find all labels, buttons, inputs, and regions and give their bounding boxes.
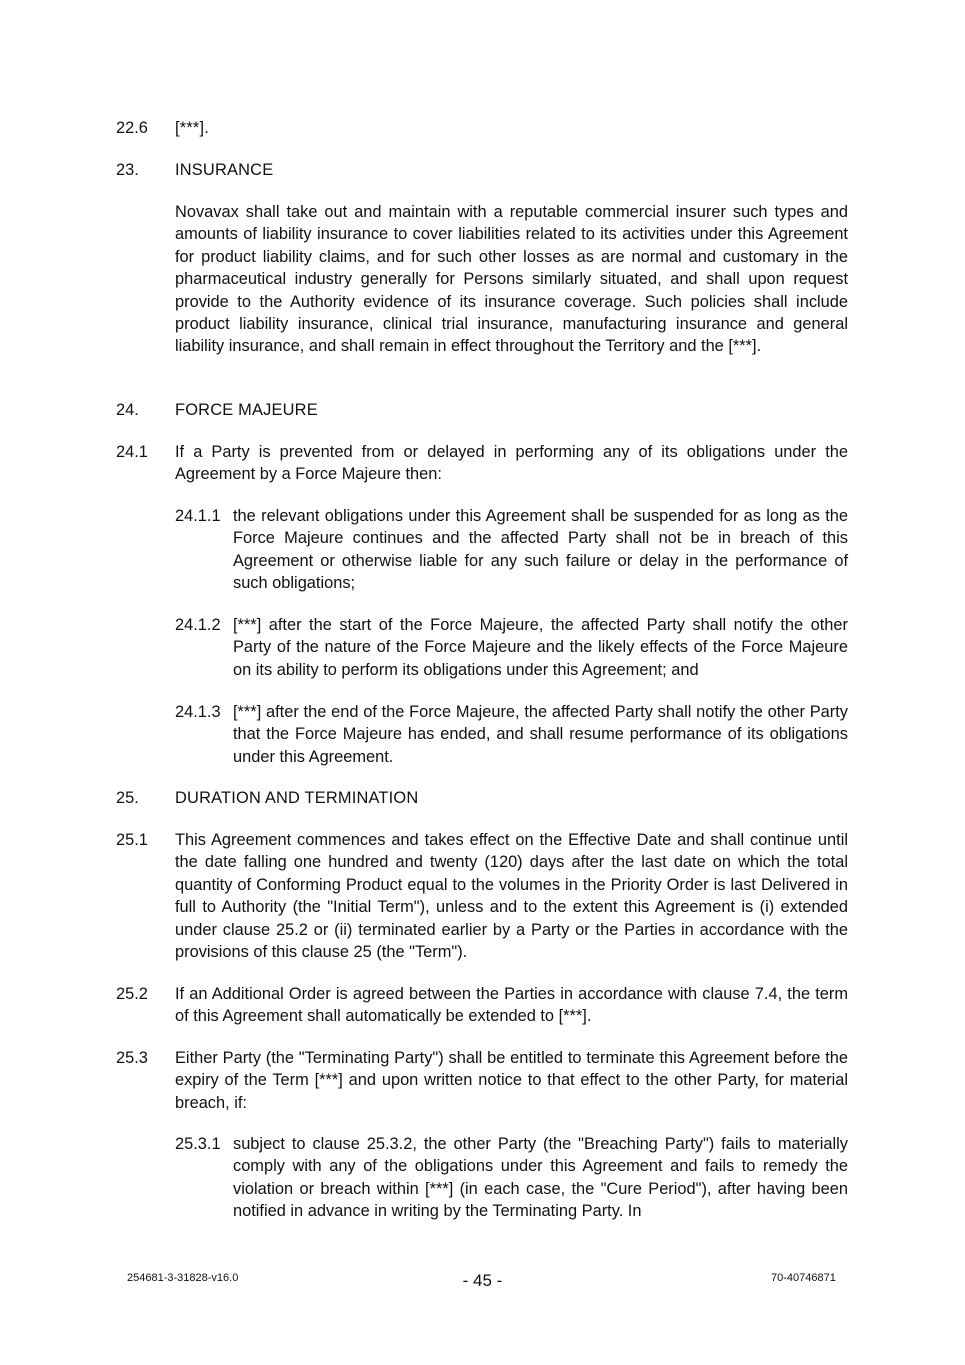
clause-text: If an Additional Order is agreed between the Parties in accordance with clause 7.4, the term of this Agreement shall automatically be extended to [***]. [175,985,848,1026]
clause-text: [***]. [175,119,209,137]
clause-text: Either Party (the "Terminating Party") shall be entitled to terminate this Agreement before the expiry of the Term [***] and upon written notice to that effect to the other Party, for material breach, if: [175,1049,848,1112]
section-number: 23. [116,161,139,179]
section-heading: DURATION AND TERMINATION [175,789,419,807]
clause-text: This Agreement commences and takes effect on the Effective Date and shall continue until the date falling one hundred and twenty (120) days after the last date on which the total quantity of Conforming Product equal to the volumes in the Priority Order is last Delivered in full to Authority (the "Initial Term"), unless and to the extent this Agreement is (i) extended under clause 25.2 or (ii) terminated earlier by a Party or the Parties in accordance with the provisions of this clause 25 (the "Term"). [175,831,848,962]
section-heading: INSURANCE [175,161,274,179]
subclause-number: 25.3.1 [175,1135,221,1153]
clause-number: 25.2 [116,985,148,1003]
clause-number: 25.3 [116,1049,148,1067]
subclause-number: 24.1.2 [175,616,221,634]
clause-text: If a Party is prevented from or delayed in performing any of its obligations under the Agreement by a Force Majeure then: [175,443,848,484]
footer-reference: 70-40746871 [771,1272,836,1284]
section-number: 24. [116,401,139,419]
section-number: 25. [116,789,139,807]
subclause-text: the relevant obligations under this Agreement shall be suspended for as long as the Force Majeure continues and the affected Party shall not be in breach of this Agreement or otherwise liable for any such failure or delay in the performance of such obligations; [233,507,848,593]
section-body: Novavax shall take out and maintain with a reputable commercial insurer such types and amounts of liability insurance to cover liabilities related to its activities under this Agreement for product liability claims, and for such other losses as are normal and customary in the pharmaceutical industry generally for Persons similarly situated, and shall upon request provide to the Authority evidence of its insurance coverage. Such policies shall include product liability insurance, clinical trial insurance, manufacturing insurance and general liability insurance, and shall remain in effect throughout the Territory and the [***]. [175,203,848,356]
subclause-text: [***] after the end of the Force Majeure, the affected Party shall notify the other Party that the Force Majeure has ended, and shall resume performance of its obligations under this Agreement. [233,703,848,766]
subclause-text: subject to clause 25.3.2, the other Party (the "Breaching Party") fails to materially comply with any of the obligations under this Agreement and fails to remedy the violation or breach within [***] (in each case, the "Cure Period"), after having been notified in advance in writing by the Terminating Party. In [233,1135,848,1221]
section-heading: FORCE MAJEURE [175,401,318,419]
subclause-number: 24.1.1 [175,507,221,525]
clause-number: 24.1 [116,443,148,461]
footer-doc-id: 254681-3-31828-v16.0 [127,1272,239,1284]
subclause-text: [***] after the start of the Force Majeure, the affected Party shall notify the other Party of the nature of the Force Majeure and the likely effects of the Force Majeure on its ability to perform its obligations under this Agreement; and [233,616,848,679]
footer-page-number: - 45 - [462,1271,503,1290]
subclause-number: 24.1.3 [175,703,221,721]
clause-number: 22.6 [116,119,148,137]
clause-number: 25.1 [116,831,148,849]
